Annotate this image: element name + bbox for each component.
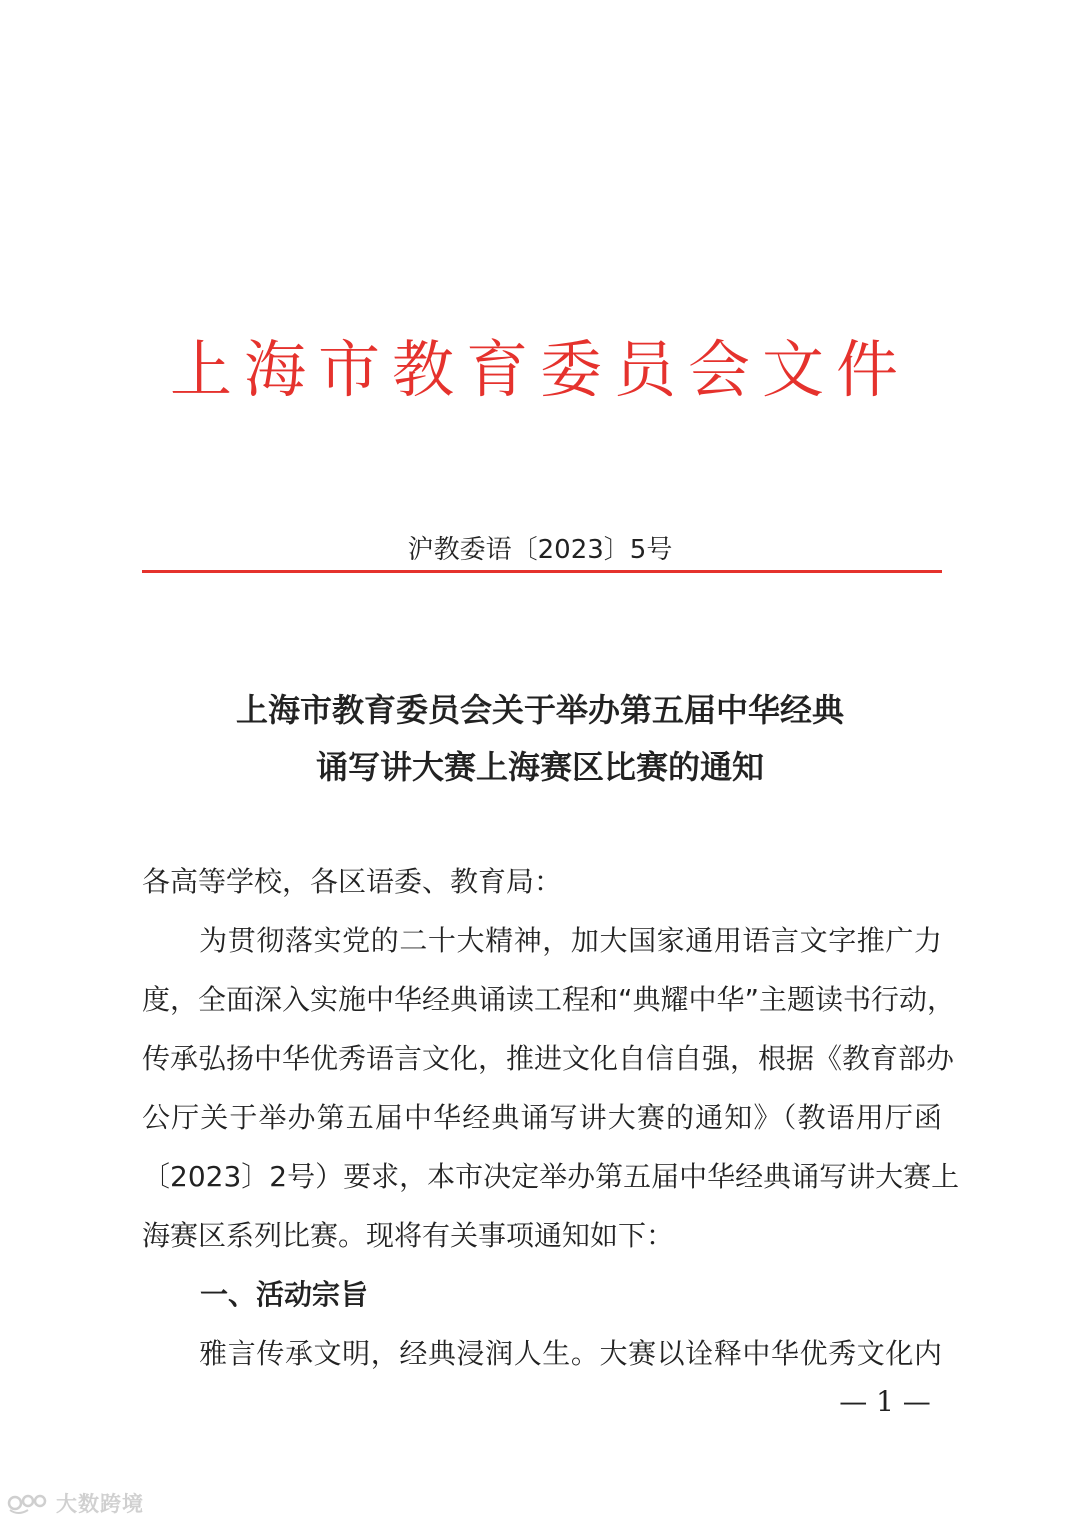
page-number: — 1 — xyxy=(839,1385,931,1418)
paragraph-line: 为贯彻落实党的二十大精神，加大国家通用语言文字推广力 xyxy=(142,924,942,957)
paragraph-line: 海赛区系列比赛。现将有关事项通知如下： xyxy=(142,1219,675,1252)
section-heading: 一、活动宗旨 xyxy=(200,1278,369,1311)
watermark-logo-icon xyxy=(6,1490,52,1516)
notice-title-line-1: 上海市教育委员会关于举办第五届中华经典 xyxy=(235,691,844,729)
paragraph-line: 度，全面深入实施中华经典诵读工程和“典耀中华”主题读书行动， xyxy=(142,983,956,1016)
watermark-text: 大数跨境 xyxy=(56,1492,144,1516)
issuer-title: 上海市教育委员会文件 xyxy=(169,333,910,406)
paragraph-line: 〔2023〕2号）要求，本市决定举办第五届中华经典诵写讲大赛上 xyxy=(142,1160,960,1193)
paragraph-line: 雅言传承文明，经典浸润人生。大赛以诠释中华优秀文化内 xyxy=(142,1337,942,1370)
watermark xyxy=(6,1488,144,1518)
salutation: 各高等学校，各区语委、教育局： xyxy=(142,865,563,898)
paragraph-line: 传承弘扬中华优秀语言文化，推进文化自信自强，根据《教育部办 xyxy=(142,1042,955,1075)
paragraph-line: 公厅关于举办第五届中华经典诵写讲大赛的通知》（教语用厅函 xyxy=(142,1101,942,1134)
red-divider xyxy=(142,570,942,573)
document-number: 沪教委语〔2023〕5号 xyxy=(407,535,673,565)
notice-title-line-2: 诵写讲大赛上海赛区比赛的通知 xyxy=(315,748,764,786)
